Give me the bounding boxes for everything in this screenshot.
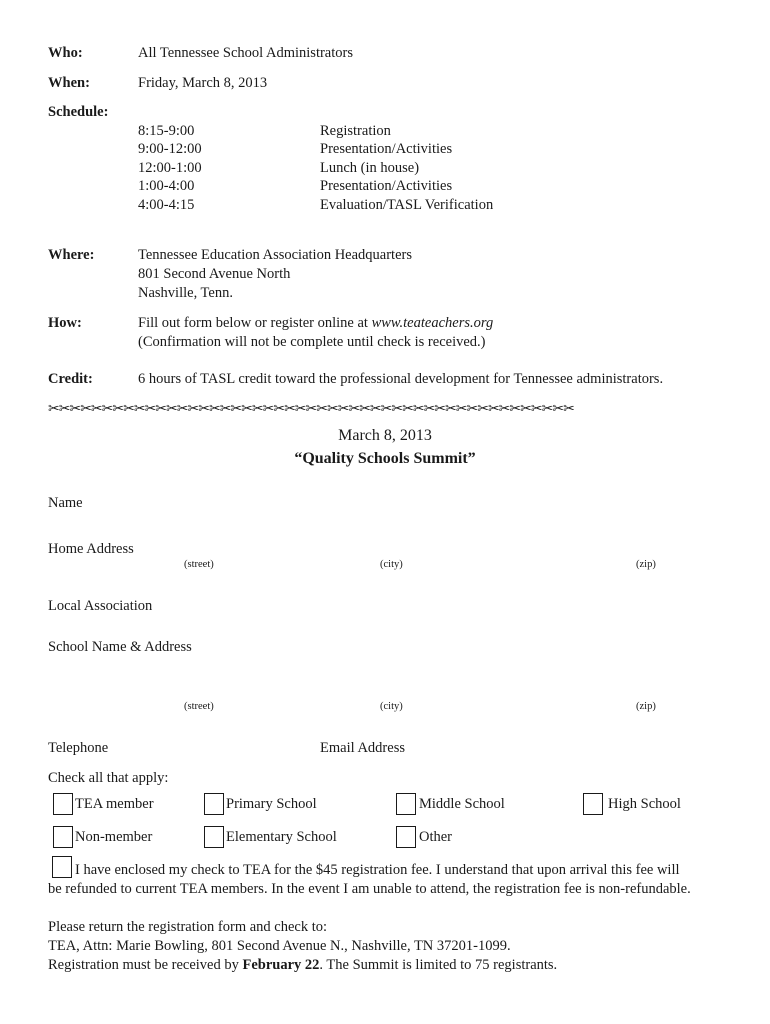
schedule-row	[138, 123, 558, 141]
where-label: Where:	[48, 247, 95, 263]
schedule-row	[138, 178, 558, 196]
schedule-label: Schedule:	[48, 104, 109, 120]
when-label: When:	[48, 75, 90, 91]
return-instructions: Please return the registration form and check to:	[48, 919, 328, 935]
other-label: Other	[419, 829, 453, 845]
home-zip-hint: (zip)	[636, 559, 656, 570]
primary-school-checkbox[interactable]	[204, 793, 224, 815]
form-date: March 8, 2013	[338, 427, 432, 444]
where-line: 801 Second Avenue North	[138, 266, 291, 282]
return-address: TEA, Attn: Marie Bowling, 801 Second Avenue N., Nashville, TN 37201-1099.	[48, 938, 511, 954]
name-label: Name	[48, 495, 83, 511]
registration-deadline	[48, 957, 557, 974]
deadline-prefix: Registration must be received by	[48, 957, 243, 973]
schedule-time: 1:00-4:00	[138, 178, 195, 194]
schedule-activity: Lunch (in house)	[320, 160, 420, 176]
who-value: All Tennessee School Administrators	[138, 45, 353, 61]
school-city-hint: (city)	[380, 701, 403, 712]
enclosed-line2: be refunded to current TEA members. In the event I am unable to attend, the registration fee is non-refundable.	[48, 881, 691, 897]
elementary-school-checkbox[interactable]	[204, 826, 224, 848]
who-label: Who:	[48, 45, 83, 61]
schedule-row	[138, 197, 558, 215]
deadline-date: February 22	[242, 957, 320, 973]
deadline-suffix: . The Summit is limited to 75 registrants.	[319, 957, 558, 973]
credit-label: Credit:	[48, 371, 93, 387]
tea-member-label: TEA member	[75, 796, 154, 812]
where-line: Nashville, Tenn.	[138, 285, 233, 301]
school-street-hint: (street)	[184, 701, 214, 712]
form-title: “Quality Schools Summit”	[294, 450, 476, 467]
local-association-label: Local Association	[48, 598, 153, 614]
home-city-hint: (city)	[380, 559, 403, 570]
primary-school-label: Primary School	[226, 796, 317, 812]
school-zip-hint: (zip)	[636, 701, 656, 712]
check-all-label: Check all that apply:	[48, 770, 169, 786]
telephone-label: Telephone	[48, 740, 109, 756]
home-street-hint: (street)	[184, 559, 214, 570]
how-line1	[138, 315, 493, 332]
scissors-cut-line: ✂✂✂✂✂✂✂✂✂✂✂✂✂✂✂✂✂✂✂✂✂✂✂✂✂✂✂✂✂✂✂✂✂✂✂✂✂✂✂✂✂✂✂✂✂✂✂✂✂	[48, 401, 574, 417]
middle-school-checkbox[interactable]	[396, 793, 416, 815]
tea-member-checkbox[interactable]	[53, 793, 73, 815]
schedule-activity: Presentation/Activities	[320, 178, 453, 194]
middle-school-label: Middle School	[419, 796, 505, 812]
credit-value: 6 hours of TASL credit toward the professional development for Tennessee administrators.	[138, 371, 664, 387]
schedule-time: 8:15-9:00	[138, 123, 195, 139]
how-text: Fill out form below or register online at	[138, 315, 372, 331]
non-member-label: Non-member	[75, 829, 153, 845]
when-value: Friday, March 8, 2013	[138, 75, 268, 91]
where-line: Tennessee Education Association Headquarters	[138, 247, 412, 263]
high-school-checkbox[interactable]	[583, 793, 603, 815]
enclosed-line1: I have enclosed my check to TEA for the $45 registration fee. I understand that upon arrival this fee will	[75, 862, 680, 878]
home-address-label: Home Address	[48, 541, 134, 557]
registration-url: www.teateachers.org	[371, 315, 494, 331]
schedule-activity: Presentation/Activities	[320, 141, 453, 157]
school-name-label: School Name & Address	[48, 639, 192, 655]
schedule-activity: Evaluation/TASL Verification	[320, 197, 494, 213]
how-line2: (Confirmation will not be complete until check is received.)	[138, 334, 486, 350]
schedule-time: 12:00-1:00	[138, 160, 202, 176]
email-label: Email Address	[320, 740, 405, 756]
high-school-label: High School	[608, 796, 681, 812]
schedule-time: 9:00-12:00	[138, 141, 202, 157]
elementary-school-label: Elementary School	[226, 829, 337, 845]
schedule-row	[138, 160, 558, 178]
schedule-activity: Registration	[320, 123, 391, 139]
schedule-row	[138, 141, 558, 159]
schedule-time: 4:00-4:15	[138, 197, 195, 213]
non-member-checkbox[interactable]	[53, 826, 73, 848]
how-label: How:	[48, 315, 82, 331]
enclosed-check-checkbox[interactable]	[52, 856, 72, 878]
other-checkbox[interactable]	[396, 826, 416, 848]
